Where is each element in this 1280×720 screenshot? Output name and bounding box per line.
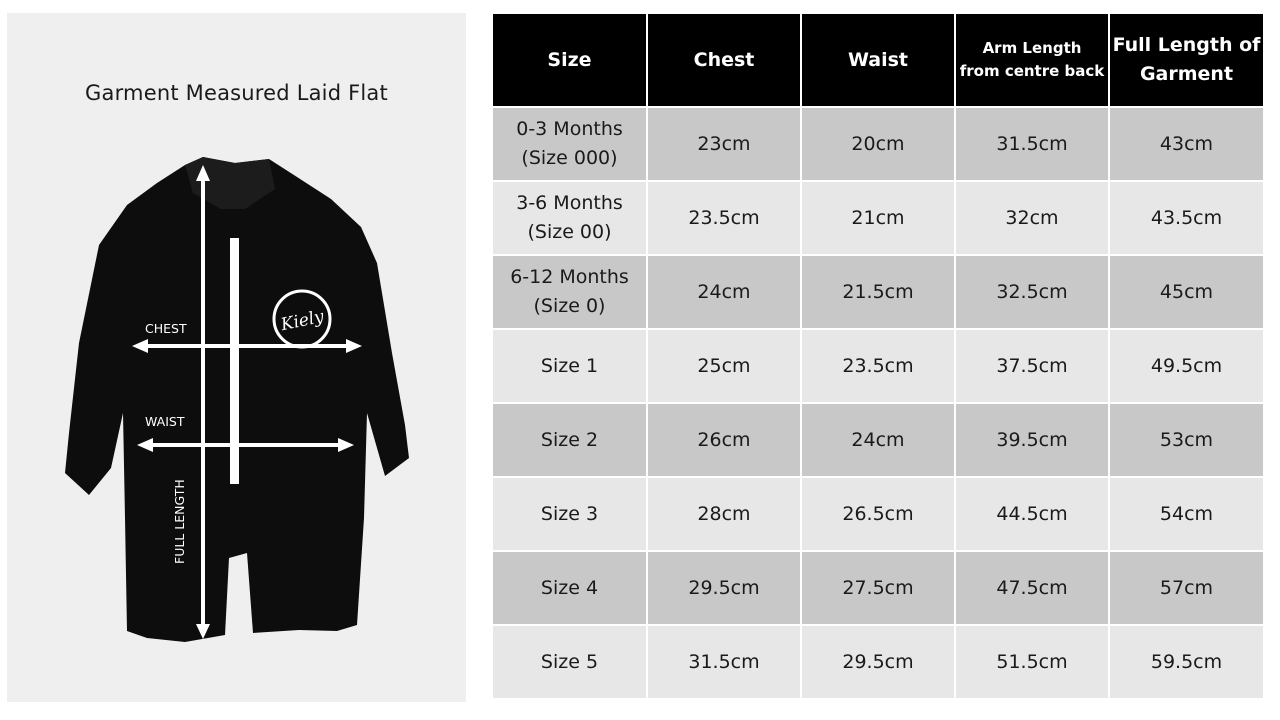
arm-length-cell: 37.5cm [955,329,1109,403]
chest-cell: 23.5cm [647,181,801,255]
header-full-length: Full Length of Garment [1109,14,1263,107]
arm-length-cell: 32cm [955,181,1109,255]
table-row [493,477,1263,551]
full-length-cell: 43cm [1109,107,1263,181]
table-row [493,551,1263,625]
arm-length-cell: 32.5cm [955,255,1109,329]
waist-label: WAIST [145,414,185,429]
chest-cell: 26cm [647,403,801,477]
chest-cell: 23cm [647,107,801,181]
waist-cell: 24cm [801,403,955,477]
size-cell: 6-12 Months (Size 0) [493,255,647,329]
size-cell: 0-3 Months (Size 000) [493,107,647,181]
size-cell: Size 5 [493,625,647,699]
header-arm-length: Arm Length from centre back [955,14,1109,107]
guide-title: Garment Measured Laid Flat [85,81,388,105]
waist-cell: 20cm [801,107,955,181]
chest-cell: 29.5cm [647,551,801,625]
table-row [493,329,1263,403]
measurement-guide-panel [7,13,466,702]
arm-length-cell: 39.5cm [955,403,1109,477]
chest-cell: 31.5cm [647,625,801,699]
waist-cell: 21.5cm [801,255,955,329]
zipper [230,238,239,484]
waist-cell: 21cm [801,181,955,255]
full-length-label: FULL LENGTH [172,479,187,564]
header-size: Size [493,14,647,107]
arm-length-cell: 31.5cm [955,107,1109,181]
table-row [493,403,1263,477]
size-cell: Size 1 [493,329,647,403]
size-cell: 3-6 Months (Size 00) [493,181,647,255]
full-length-cell: 49.5cm [1109,329,1263,403]
waist-cell: 27.5cm [801,551,955,625]
full-length-cell: 43.5cm [1109,181,1263,255]
arm-length-cell: 44.5cm [955,477,1109,551]
table-row [493,181,1263,255]
chest-cell: 28cm [647,477,801,551]
table-header-row [493,14,1263,107]
full-length-cell: 53cm [1109,403,1263,477]
arm-length-cell: 47.5cm [955,551,1109,625]
size-cell: Size 2 [493,403,647,477]
full-length-cell: 54cm [1109,477,1263,551]
full-length-cell: 45cm [1109,255,1263,329]
chest-cell: 24cm [647,255,801,329]
table-row [493,255,1263,329]
size-cell: Size 3 [493,477,647,551]
table-row [493,625,1263,699]
size-cell: Size 4 [493,551,647,625]
svg-text:Kiely: Kiely [279,306,326,336]
waist-cell: 23.5cm [801,329,955,403]
arm-length-cell: 51.5cm [955,625,1109,699]
table-row [493,107,1263,181]
waist-cell: 26.5cm [801,477,955,551]
waist-cell: 29.5cm [801,625,955,699]
full-length-cell: 57cm [1109,551,1263,625]
chest-label: CHEST [145,321,187,336]
garment-illustration [7,13,466,702]
size-chart-table [493,14,1263,700]
full-length-cell: 59.5cm [1109,625,1263,699]
chest-cell: 25cm [647,329,801,403]
header-chest: Chest [647,14,801,107]
header-waist: Waist [801,14,955,107]
